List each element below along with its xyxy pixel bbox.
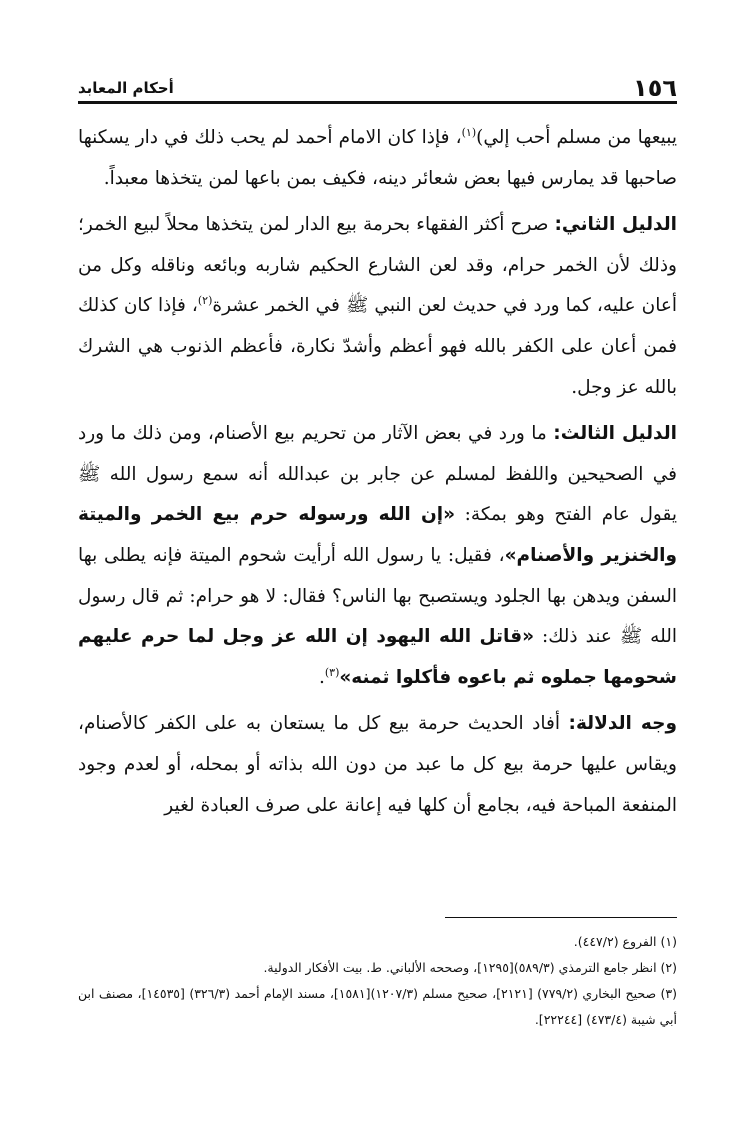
- paragraph-4: [78, 704, 677, 826]
- hadith-quote-2: «قاتل الله اليهود إن الله عز وجل لما حرم عليهم شحومها جملوه ثم باعوه فأكلوا ثمنه»: [78, 626, 677, 688]
- body-text: [78, 118, 677, 826]
- footnotes: [78, 929, 677, 1033]
- paragraph-3-text-a: ما ورد في بعض الآثار من تحريم بيع الأصنام، ومن ذلك ما ورد في الصحيحين واللفظ لمسلم عن جابر بن عبدالله أنه سمع رسول الله ﷺ يقول عام الفتح وهو بمكة:: [78, 423, 677, 526]
- page-header: [78, 66, 677, 102]
- paragraph-2-text-b: ، فإذا كان كذلك فمن أعان على الكفر بالله فهو أعظم وأشدّ نكارة، فأعظم الذنوب هي الشرك بالله عز وجل.: [78, 295, 677, 398]
- paragraph-1: [78, 118, 677, 199]
- paragraph-2-lead: الدليل الثاني:: [554, 214, 677, 236]
- paragraph-4-text-a: أفاد الحديث حرمة بيع كل ما يستعان به على الكفر كالأصنام، ويقاس عليها حرمة بيع كل ما عبد من دون الله بذاته أو بمحله، أو لعدم وجود المنفعة المباحة فيه، بجامع أن كلها فيه إعانة على صرف العبادة لغير: [78, 713, 677, 816]
- paragraph-3-lead: الدليل الثالث:: [553, 423, 678, 445]
- paragraph-4-lead: وجه الدلالة:: [568, 713, 677, 735]
- hadith-quote-1: «إن الله ورسوله حرم بيع الخمر والميتة والخنزير والأصنام»: [78, 504, 677, 566]
- footnote-ref-2: (٢): [197, 294, 213, 308]
- paragraph-2-text-a: صرح أكثر الفقهاء بحرمة بيع الدار لمن يتخذها محلاً لبيع الخمر؛ وذلك لأن الخمر حرام، وقد لعن الشارع الحكيم شاربه وبائعه وناقله وكل من أعان عليه، كما ورد في حديث لعن النبي ﷺ في الخمر عشرة: [78, 214, 678, 317]
- page-number: ١٥٦: [633, 74, 677, 102]
- running-title: أحكام المعابد: [78, 79, 174, 97]
- footnote-ref-1: (١): [461, 125, 477, 139]
- paragraph-3-text-b: ، فقيل: يا رسول الله أرأيت شحوم الميتة فإنه يطلى بها السفن ويدهن بها الجلود ويستصبح بها الناس؟ فقال: لا هو حرام: ثم قال رسول الله ﷺ عند ذلك:: [78, 544, 677, 648]
- footnote-2: (٢) انظر جامع الترمذي (٥٨٩/٣)[١٢٩٥]، وصححه الألباني. ط. بيت الأفكار الدولية.: [263, 960, 677, 975]
- footnote-1: (١) الفروع (٤٤٧/٢).: [573, 934, 677, 949]
- paragraph-1-text-a: يبيعها من مسلم أحب إلي): [476, 127, 677, 148]
- paragraph-2: [78, 205, 677, 408]
- footnote-3: (٣) صحيح البخاري (٧٧٩/٢) [٢١٢١]، صحيح مسلم (١٢٠٧/٣)[١٥٨١]، مسند الإمام أحمد (٣٢٦/٣) [١٤٥٣٥]، مصنف ابن أبي شيبة (٤٧٣/٤) [٢٢٢٤٤].: [78, 986, 677, 1027]
- paragraph-3: [78, 414, 677, 698]
- footnote-ref-3: (٣): [324, 665, 340, 679]
- header-rule: [78, 101, 677, 104]
- paragraph-1-text-b: ، فإذا كان الامام أحمد لم يحب ذلك في دار يسكنها صاحبها قد يمارس فيها بعض شعائر دينه، فكيف بمن باعها لمن يتخذها معبداً.: [78, 127, 677, 189]
- paragraph-3-text-c: .: [318, 666, 325, 688]
- footnote-separator: [445, 917, 677, 918]
